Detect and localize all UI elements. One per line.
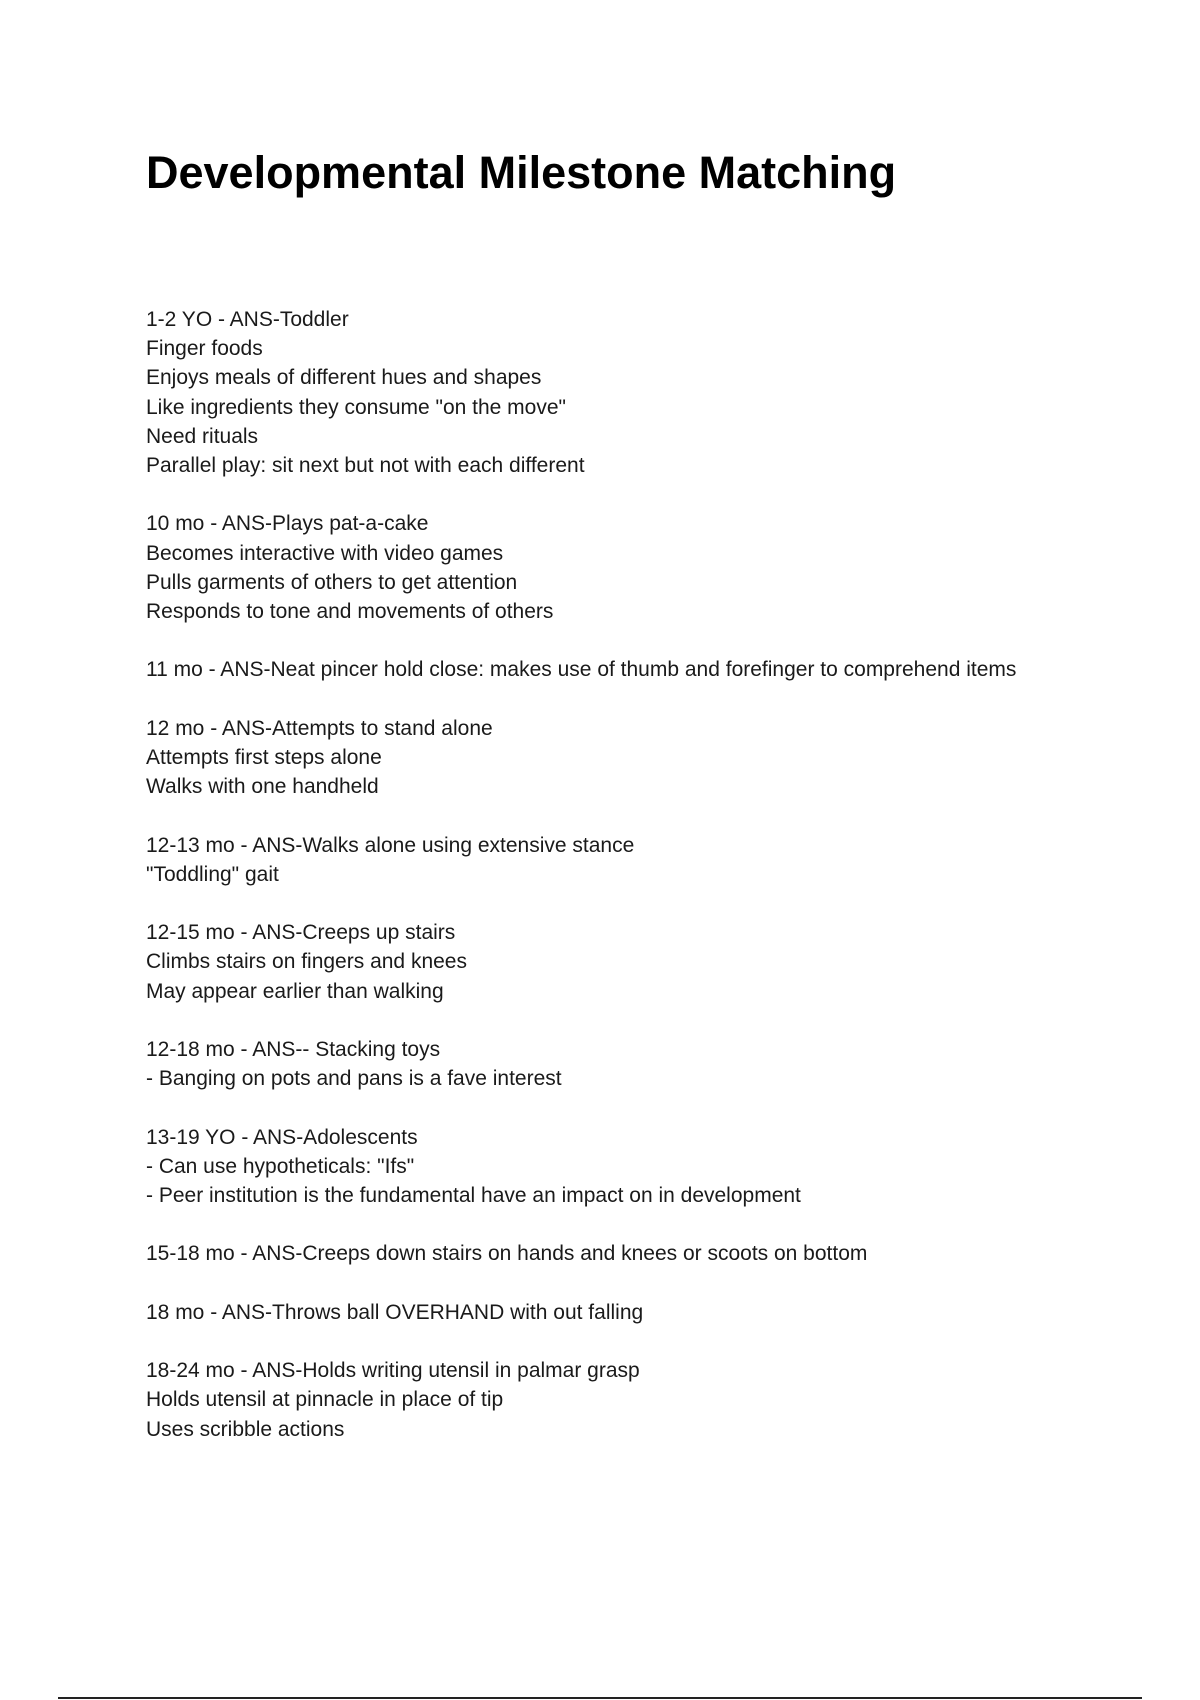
milestone-entry: [146, 1298, 1036, 1327]
milestone-detail: Pulls garments of others to get attention: [146, 570, 518, 594]
milestone-entry: [146, 714, 1036, 802]
milestone-detail: Responds to tone and movements of others: [146, 600, 554, 624]
milestone-entry: [146, 305, 1036, 480]
milestone-list: [146, 305, 1036, 1473]
milestone-heading: 12-18 mo - ANS-- Stacking toys: [146, 1037, 441, 1061]
milestone-detail: Walks with one handheld: [146, 775, 379, 799]
milestone-detail: May appear earlier than walking: [146, 979, 444, 1003]
milestone-entry: [146, 655, 1036, 684]
milestone-entry: [146, 509, 1036, 626]
milestone-heading: 10 mo - ANS-Plays pat-a-cake: [146, 512, 429, 536]
milestone-heading: 18-24 mo - ANS-Holds writing utensil in palmar grasp: [146, 1359, 640, 1383]
page-title: Developmental Milestone Matching: [146, 147, 897, 198]
milestone-heading: 18 mo - ANS-Throws ball OVERHAND with out falling: [146, 1300, 644, 1324]
milestone-heading: 12-13 mo - ANS-Walks alone using extensive stance: [146, 833, 635, 857]
milestone-entry: [146, 831, 1036, 889]
milestone-entry: [146, 1123, 1036, 1211]
footer-divider: [58, 1697, 1142, 1699]
milestone-heading: 13-19 YO - ANS-Adolescents: [146, 1125, 418, 1149]
milestone-heading: 12-15 mo - ANS-Creeps up stairs: [146, 921, 456, 945]
milestone-detail: Attempts first steps alone: [146, 746, 382, 769]
milestone-heading: 15-18 mo - ANS-Creeps down stairs on hands and knees or scoots on bottom: [146, 1242, 868, 1266]
milestone-heading: 1-2 YO - ANS-Toddler: [146, 308, 349, 331]
milestone-entry: [146, 1035, 1036, 1093]
milestone-entry: [146, 918, 1036, 1006]
milestone-detail: Becomes interactive with video games: [146, 541, 504, 565]
milestone-detail: - Can use hypotheticals: "Ifs": [146, 1154, 415, 1178]
milestone-detail: Uses scribble actions: [146, 1417, 345, 1441]
milestone-detail: Finger foods: [146, 337, 263, 361]
milestone-heading: 12 mo - ANS-Attempts to stand alone: [146, 716, 493, 740]
milestone-entry: [146, 1356, 1036, 1444]
milestone-detail: "Toddling" gait: [146, 862, 279, 886]
milestone-detail: Climbs stairs on fingers and knees: [146, 950, 467, 974]
milestone-detail: - Peer institution is the fundamental have an impact on in development: [146, 1183, 801, 1207]
milestone-detail: Holds utensil at pinnacle in place of tip: [146, 1388, 504, 1412]
milestone-detail: Need rituals: [146, 424, 259, 448]
milestone-detail: Enjoys meals of different hues and shapes: [146, 366, 542, 390]
milestone-detail: - Banging on pots and pans is a fave interest: [146, 1067, 562, 1091]
milestone-entry: [146, 1239, 1036, 1268]
milestone-detail: Like ingredients they consume "on the move": [146, 395, 566, 419]
milestone-detail: Parallel play: sit next but not with each different: [146, 454, 585, 478]
milestone-heading: 11 mo - ANS-Neat pincer hold close: makes use of thumb and forefinger to comprehend items: [146, 658, 1017, 682]
